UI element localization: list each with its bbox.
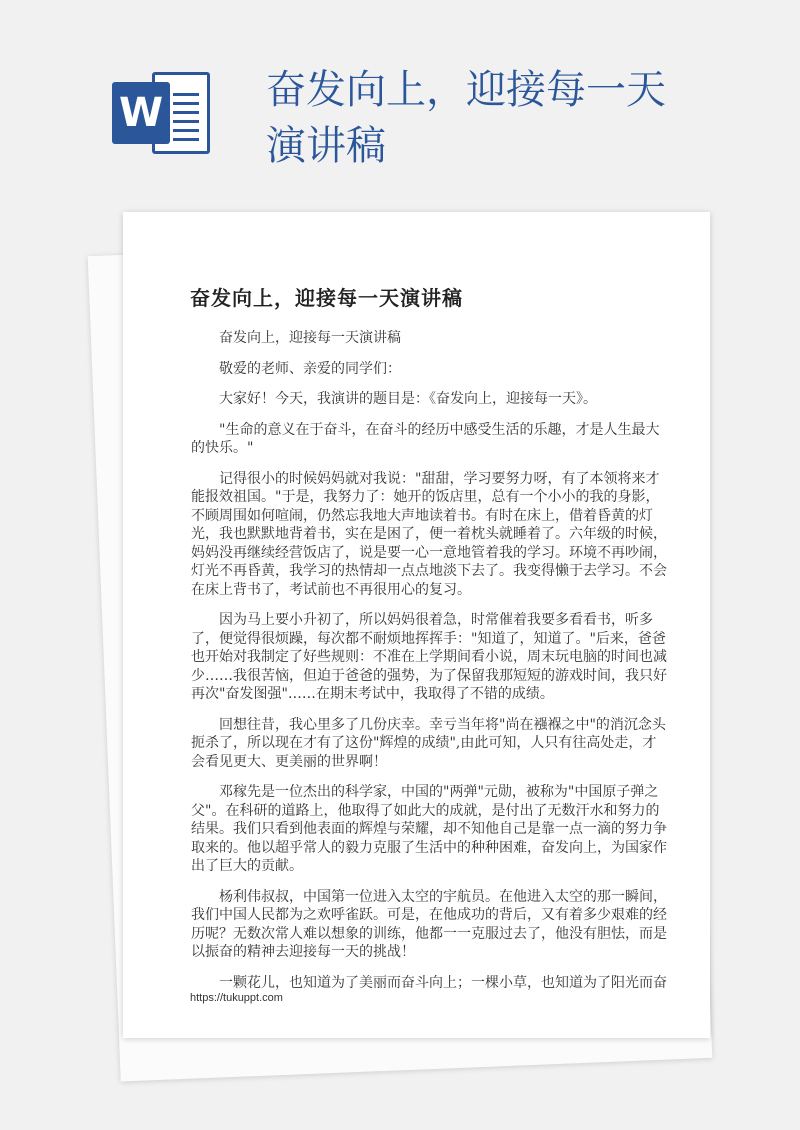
word-document-icon: [112, 66, 212, 158]
paragraph: 大家好！今天，我演讲的题目是：《奋发向上，迎接每一天》。: [219, 391, 597, 407]
text-line-icon: [173, 102, 199, 105]
banner-title-line2: 演讲稿: [266, 123, 386, 169]
paragraph: 杨利伟叔叔，中国第一位进入太空的宇航员。在他进入太空的那一瞬间，我们中国人民都为之欢呼雀跃。可是，在他成功的背后，又有着多少艰难的经历呢？无数次常人难以想象的训练，他都一一克服过去了，他没有胆怯，而是以振奋的精神去迎接每一天的挑战！: [191, 888, 667, 960]
text-line-icon: [173, 138, 199, 141]
paragraph: 一颗花儿，也知道为了美丽而奋斗向上；一棵小草，也知道为了阳光而奋: [219, 974, 667, 991]
document-page: [123, 212, 710, 1038]
paragraph: 邓稼先是一位杰出的科学家，中国的"两弹"元勋，被称为"中国原子弹之父"。在科研的道路上，他取得了如此大的成就，是付出了无数汗水和努力的结果。我们只看到他表面的辉煌与荣耀，却不知他自己是靠一点一滴的努力争取来的。他以超乎常人的毅力克服了生活中的种种困难，奋发向上，为国家作出了巨大的贡献。: [191, 784, 667, 874]
paragraph: "生命的意义在于奋斗，在奋斗的经历中感受生活的乐趣，才是人生最大的快乐。": [191, 421, 660, 456]
source-url: https://tukuppt.com: [190, 992, 283, 1004]
banner-title-line1: 奋发向上，迎接每一天: [266, 67, 666, 113]
text-line-icon: [173, 93, 199, 96]
document-body: [191, 329, 667, 1004]
paragraph: 记得很小的时候妈妈就对我说："甜甜，学习要努力呀，有了本领将来才能报效祖国。"于是，我努力了：她开的饭店里，总有一个小小的我的身影，不顾周围如何喧闹，仍然忘我地大声地读着书。有时在床上，借着昏黄的灯光，我也默默地背着书，实在是困了，便一着枕头就睡着了。六年级的时候，妈妈没再继续经营饭店了，说是要一心一意地管着我的学习。环境不再吵闹，灯光不再昏黄，我学习的热情却一点点地淡下去了。我变得懒于去学习。不会在床上背书了，考试前也不再很用心的复习。: [191, 470, 667, 598]
banner-title: [266, 62, 766, 174]
text-line-icon: [173, 129, 199, 132]
paragraph: 敬爱的老师、亲爱的同学们：: [219, 360, 401, 377]
paragraph: 回想往昔，我心里多了几份庆幸。幸亏当年将"尚在襁褓之中"的消沉念头扼杀了，所以现在才有了这份"辉煌的成绩",由此可知，人只有往高处走，才会看见更大、更美丽的世界啊！: [191, 716, 666, 770]
text-line-icon: [173, 120, 199, 123]
paragraph: 奋发向上，迎接每一天演讲稿: [219, 330, 401, 346]
word-w-letter: W: [112, 82, 170, 144]
document-heading: 奋发向上，迎接每一天演讲稿: [190, 286, 463, 310]
text-line-icon: [173, 111, 199, 114]
paragraph: 因为马上要小升初了，所以妈妈很着急，时常催着我要多看看书，听多了，便觉得很烦躁，每次都不耐烦地挥挥手："知道了，知道了。"后来，爸爸也开始对我制定了好些规则：不准在上学期间看小说，周末玩电脑的时间也减少……我很苦恼，但迫于爸爸的强势，为了保留我那短短的游戏时间，我只好再次"奋发图强"……在期末考试中，我取得了不错的成绩。: [191, 612, 667, 702]
